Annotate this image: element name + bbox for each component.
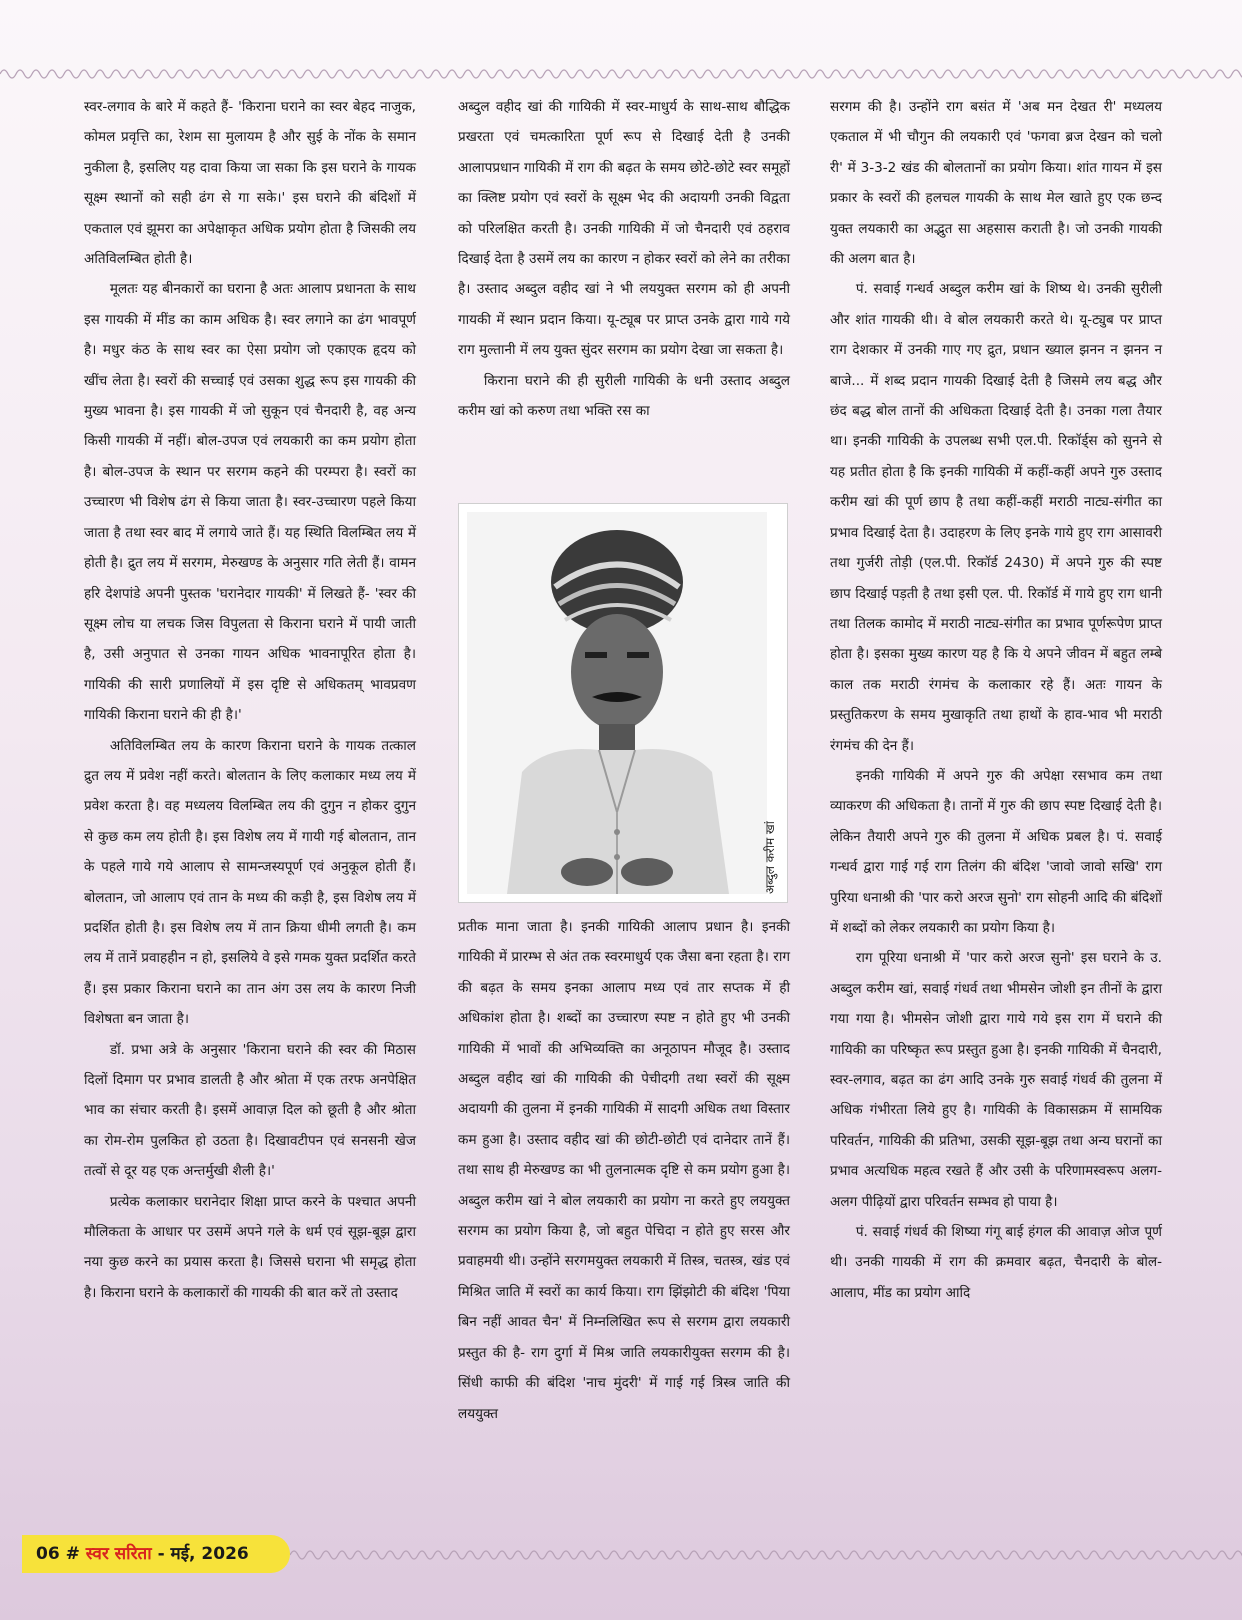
portrait-photo bbox=[458, 503, 788, 903]
paragraph: राग पूरिया धनाश्री में 'पार करो अरज सुनो' इस घराने के उ. अब्दुल करीम खां, सवाई गंधर्व तथा भीमसेन जोशी इन तीनों के द्वारा गया गया है। भीमसेन जोशी द्वारा गाये गये इस राग में घराने की गायिकी का परिष्कृत रूप प्रस्तुत हुआ है। इनकी गायिकी में चैनदारी, स्वर-लगाव, बढ़त का ढंग आदि उनके गुरु सवाई गंधर्व की तुलना में अधिक गंभीरता लिये हुए है। गायिकी के विकासक्रम में सामयिक परिवर्तन, गायिकी की प्रतिभा, उसकी सूझ-बूझ तथा अन्य घरानों का प्रभाव अत्यधिक महत्व रखते हैं और उसी के परिणामस्वरूप अलग-अलग पीढ़ियों द्वारा परिवर्तन सम्भव हो पाया है। bbox=[830, 950, 1162, 1210]
paragraph: किराना घराने की ही सुरीली गायिकी के धनी उस्ताद अब्दुल करीम खां को करुण तथा भक्ति रस का bbox=[458, 372, 790, 420]
top-wave-border bbox=[0, 62, 1242, 86]
paragraph: सरगम की है। उन्होंने राग बसंत में 'अब मन देखत री' मध्यलय एकताल में भी चौगुन की लयकारी एवं 'फगवा ब्रज देखन को चलो री' में 3-3-2 खंड की बोलतानों का प्रयोग किया। शांत गायन में इस प्रकार के स्वरों की हलचल गायकी के साथ मेल खाते हुए एक छन्द युक्त लयकारी का अद्भुत सा अहसास कराती है। जो उनकी गायकी की अलग बात है। bbox=[830, 99, 1162, 268]
paragraph: डॉ. प्रभा अत्रे के अनुसार 'किराना घराने की स्वर की मिठास दिलों दिमाग पर प्रभाव डालती है और श्रोता में एक तरफ अनपेक्षित भाव का संचार करती है। इसमें आवाज़ दिल को छूती है और श्रोता का रोम-रोम पुलकित हो उठता है। दिखावटीपन एवं सनसनी खेज तत्वों से दूर यह एक अन्तर्मुखी शैली है।' bbox=[84, 1041, 416, 1180]
paragraph: अब्दुल वहीद खां की गायिकी में स्वर-माधुर्य के साथ-साथ बौद्धिक प्रखरता एवं चमत्कारिता पूर्ण रूप से दिखाई देती है उनकी आलापप्रधान गायिकी में राग की बढ़त के समय छोटे-छोटे स्वर समूहों का क्लिष्ट प्रयोग एवं स्वरों के सूक्ष्म भेद की अदायगी उनकी विद्वता को परिलक्षित करती है। उनकी गायिकी में जो चैनदारी एवं ठहराव दिखाई देता है उसमें लय का कारण न होकर स्वरों को लेने का तरीका है। उस्ताद अब्दुल वहीद खां ने भी लययुक्त सरगम को ही अपनी गायकी में स्थान प्रदान किया। यू-ट्यूब पर प्राप्त उनके द्वारा गाये गये राग मुल्तानी में लय युक्त सुंदर सरगम का प्रयोग देखा जा सकता है। bbox=[458, 99, 790, 359]
paragraph: इनकी गायिकी में अपने गुरु की अपेक्षा रसभाव कम तथा व्याकरण की अधिकता है। तानों में गुरु की छाप स्पष्ट दिखाई देती है। लेकिन तैयारी अपने गुरु की तुलना में अधिक प्रबल है। पं. सवाई गन्धर्व द्वारा गाई गई राग तिलंग की बंदिश 'जावो जावो सखि' राग पुरिया धनाश्री की 'पार करो अरज सुनो' राग सोहनी आदि की बंदिशों में शब्दों को लेकर लयकारी का प्रयोग किया है। bbox=[830, 767, 1162, 936]
paragraph: पं. सवाई गंधर्व की शिष्या गंगू बाई हंगल की आवाज़ ओज पूर्ण थी। उनकी गायकी में राग की क्रमवार बढ़त, चैनदारी के बोल-आलाप, मींड का प्रयोग आदि bbox=[830, 1224, 1162, 1301]
text-column-2-top bbox=[458, 92, 790, 426]
text-column-1 bbox=[84, 92, 416, 1308]
magazine-name: स्वर सरिता bbox=[85, 1544, 152, 1564]
issue-date: - मई, 2026 bbox=[157, 1544, 249, 1564]
text-column-3 bbox=[830, 92, 1162, 1308]
bottom-wave-border bbox=[290, 1543, 1242, 1567]
paragraph: प्रतीक माना जाता है। इनकी गायिकी आलाप प्रधान है। इनकी गायिकी में प्रारम्भ से अंत तक स्वरमाधुर्य एक जैसा बना रहता है। राग की बढ़त के समय इनका आलाप मध्य एवं तार सप्तक में ही अधिकांश होता है। शब्दों का उच्चारण स्पष्ट न होते हुए भी उनकी गायिकी में भावों की अभिव्यक्ति का अनूठापन मौजूद है। उस्ताद अब्दुल वहीद खां की गायिकी की पेचीदगी तथा स्वरों की सूक्ष्म अदायगी की तुलना में इनकी गायिकी में सादगी अधिक तथा विस्तार कम हुआ है। उस्ताद वहीद खां की छोटी-छोटी एवं दानेदार तानें हैं। तथा साथ ही मेरुखण्ड का भी तुलनात्मक दृष्टि से कम प्रयोग हुआ है। अब्दुल करीम खां ने बोल लयकारी का प्रयोग ना करते हुए लययुक्त सरगम का प्रयोग किया है, जो बहुत पेचिदा न होते हुए सरस और प्रवाहमयी थी। उन्होंने सरगमयुक्त लयकारी में तिस्त्र, चतस्त्र, खंड एवं मिश्रित जाति में स्वरों का कार्य किया। राग झिंझोटी की बंदिश 'पिया बिन नहीं आवत चैन' में निम्नलिखित रूप से सरगम द्वारा लयकारी प्रस्तुत की है- राग दुर्गा में मिश्र जाति लयकारीयुक्त सरगम की है। सिंधी काफी की बंदिश 'नाच मुंदरी' में गाई गई त्रिस्त्र जाति की लययुक्त bbox=[458, 919, 790, 1422]
paragraph: मूलतः यह बीनकारों का घराना है अतः आलाप प्रधानता के साथ इस गायकी में मींड का काम अधिक है। स्वर लगाने का ढंग भावपूर्ण है। मधुर कंठ के साथ स्वर का ऐसा प्रयोग जो एकाएक हृदय को खींच लेता है। स्वरों की सच्चाई एवं उसका शुद्ध रूप इस गायकी की मुख्य भावना है। इस गायकी में जो सुकून एवं चैनदारी है, वह अन्य किसी गायकी में नहीं। बोल-उपज एवं लयकारी का कम प्रयोग होता है। बोल-उपज के स्थान पर सरगम कहने की परम्परा है। स्वरों का उच्चारण भी विशेष ढंग से किया जाता है। स्वर-उच्चारण पहले किया जाता है तथा स्वर बाद में लगाये जाते हैं। यह स्थिति विलम्बित लय में होती है। द्रुत लय में सरगम, मेरुखण्ड के अनुसार गति लेती हैं। वामन हरि देशपांडे अपनी पुस्तक 'घरानेदार गायकी' में लिखते हैं- 'स्वर की सूक्ष्म लोच या लचक जिस विपुलता से किराना घराने में पायी जाती है, उसी अनुपात से उनका गायन अधिक भावनापूरित होता है। गायिकी की सारी प्रणालियों में इस दृष्टि से अधिकतम् भावप्रवण गायिकी किराना घराने की ही है।' bbox=[84, 281, 416, 724]
text-column-2-bottom bbox=[458, 912, 790, 1429]
page-number: 06 # bbox=[36, 1544, 80, 1564]
photo-caption: अब्दुल करीम खां bbox=[763, 821, 777, 894]
paragraph: स्वर-लगाव के बारे में कहते हैं- 'किराना घराने का स्वर बेहद नाजुक, कोमल प्रवृत्ति का, रेशम सा मुलायम है और सुई के नोंक के समान नुकीला है, इसलिए यह दावा किया जा सका कि इस घराने के गायक सूक्ष्म स्थानों को सही ढंग से गा सके।' इस घराने की बंदिशों में एकताल एवं झूमरा का अपेक्षाकृत अधिक प्रयोग होता है जिसकी लय अतिविलम्बित होती है। bbox=[84, 99, 416, 268]
paragraph: अतिविलम्बित लय के कारण किराना घराने के गायक तत्काल द्रुत लय में प्रवेश नहीं करते। बोलतान के लिए कलाकार मध्य लय में प्रवेश करता है। वह मध्यलय विलम्बित लय की दुगुन न होकर दुगुन से कुछ कम लय होती है। इस विशेष लय में गायी गई बोलतान, तान के पहले गाये गये आलाप से सामन्जस्यपूर्ण एवं अनुकूल होती हैं। बोलतान, जो आलाप एवं तान के मध्य की कड़ी है, इस विशेष लय में प्रदर्शित होती है। इस विशेष लय में तान क्रिया धीमी लगती है। कम लय में तानें प्रवाहहीन न हो, इसलिये वे इसे गमक युक्त प्रदर्शित करते हैं। इस प्रकार किराना घराने का तान अंग उस लय के कारण निजी विशेषता बन जाता है। bbox=[84, 737, 416, 1028]
portrait-image bbox=[467, 512, 767, 894]
paragraph: पं. सवाई गन्धर्व अब्दुल करीम खां के शिष्य थे। उनकी सुरीली और शांत गायकी थी। वे बोल लयकारी करते थे। यू-ट्युब पर प्राप्त राग देशकार में उनकी गाए गए द्रुत, प्रधान ख्याल झनन न झनन न बाजे... में शब्द प्रदान गायकी दिखाई देती है जिसमे लय बद्ध और छंद बद्ध बोल तानों की अधिकता दिखाई देती है। उनका गला तैयार था। इनकी गायिकी के उपलब्ध सभी एल.पी. रिकॉर्ड्स को सुनने से यह प्रतीत होता है कि इनकी गायिकी में कहीं-कहीं अपने गुरु उस्ताद करीम खां की पूर्ण छाप है तथा कहीं-कहीं मराठी नाट्य-संगीत का प्रभाव दिखाई देता है। उदाहरण के लिए इनके गाये हुए राग आसावरी तथा गुर्जरी तोड़ी (एल.पी. रिकॉर्ड 2430) में अपने गुरु की स्पष्ट छाप दिखाई पड़ती है तथा इसी एल. पी. रिकॉर्ड में गाये हुए राग धानी तथा तिलक कामोद में मराठी नाट्य-संगीत का प्रभाव पूर्णरूपेण प्राप्त होता है। इसका मुख्य कारण यह है कि ये अपने जीवन में बहुत लम्बे काल तक मराठी रंगमंच के कलाकार रहे हैं। अतः गायन के प्रस्तुतिकरण के समय मुखाकृति तथा हाथों के हाव-भाव भी मराठी रंगमंच की देन हैं। bbox=[830, 281, 1162, 754]
paragraph: प्रत्येक कलाकार घरानेदार शिक्षा प्राप्त करने के पश्चात अपनी मौलिकता के आधार पर उसमें अपने गले के धर्म एवं सूझ-बूझ द्वारा नया कुछ करने का प्रयास करता है। जिससे घराना भी समृद्ध होता है। किराना घराने के कलाकारों की गायकी की बात करें तो उस्ताद bbox=[84, 1193, 416, 1301]
page-footer bbox=[22, 1535, 290, 1573]
